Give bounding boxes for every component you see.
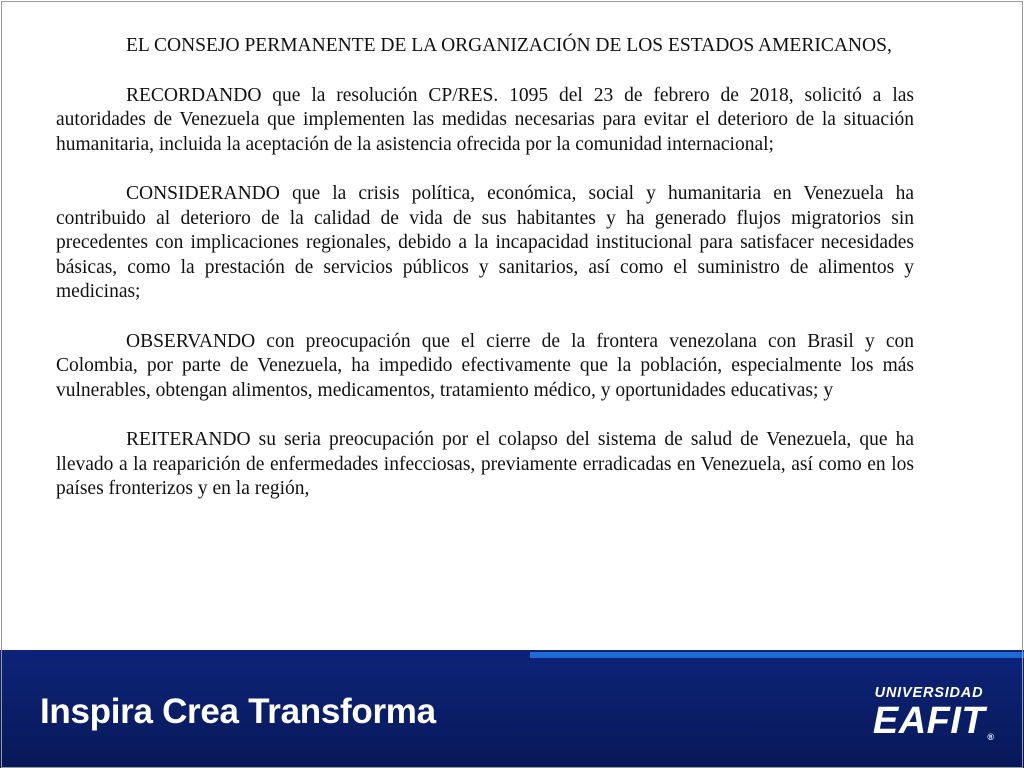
eafit-logo — [862, 684, 996, 744]
paragraph-observando: OBSERVANDO con preocupación que el cierre de la frontera venezolana con Brasil y con Colombia, por parte de Venezuela, ha impedido efectivamente que la población, especialmente los más vulnerables, obtengan alimentos, medicamentos, tratamiento médico, y oportunidades educativas; y — [56, 330, 914, 401]
paragraph-considerando: CONSIDERANDO que la crisis política, económica, social y humanitaria en Venezuela ha contribuido al deterioro de la calidad de vida de sus habitantes y ha generado flujos migratorios sin precedentes con implicaciones regionales, debido a la incapacidad institucional para satisfacer necesidades básicas, como la prestación de servicios públicos y sanitarios, así como el suministro de alimentos y medicinas; — [56, 183, 914, 302]
paragraph-heading: EL CONSEJO PERMANENTE DE LA ORGANIZACIÓN DE LOS ESTADOS AMERICANOS, — [126, 35, 892, 56]
footer-slogan: Inspira Crea Transforma — [40, 692, 436, 731]
logo-eafit-wordmark: EAFIT — [872, 700, 986, 742]
footer-accent-stripe — [530, 652, 1024, 658]
paragraph-reiterando: REITERANDO su seria preocupación por el colapso del sistema de salud de Venezuela, que ha llevado a la reaparición de enfermedades infecciosas, previamente erradicadas en Venezuela, así como en los países fronterizos y en la región, — [56, 429, 914, 499]
logo-university-label: UNIVERSIDAD — [874, 685, 984, 701]
registered-mark: ® — [987, 732, 994, 742]
paragraph-recordando: RECORDANDO que la resolución CP/RES. 1095 del 23 de febrero de 2018, solicitó a las autoridades de Venezuela que implementen las medidas necesarias para evitar el deterioro de la situación humanitaria, incluida la aceptación de la asistencia ofrecida por la comunidad internacional; — [56, 84, 914, 155]
document-body — [56, 34, 914, 527]
